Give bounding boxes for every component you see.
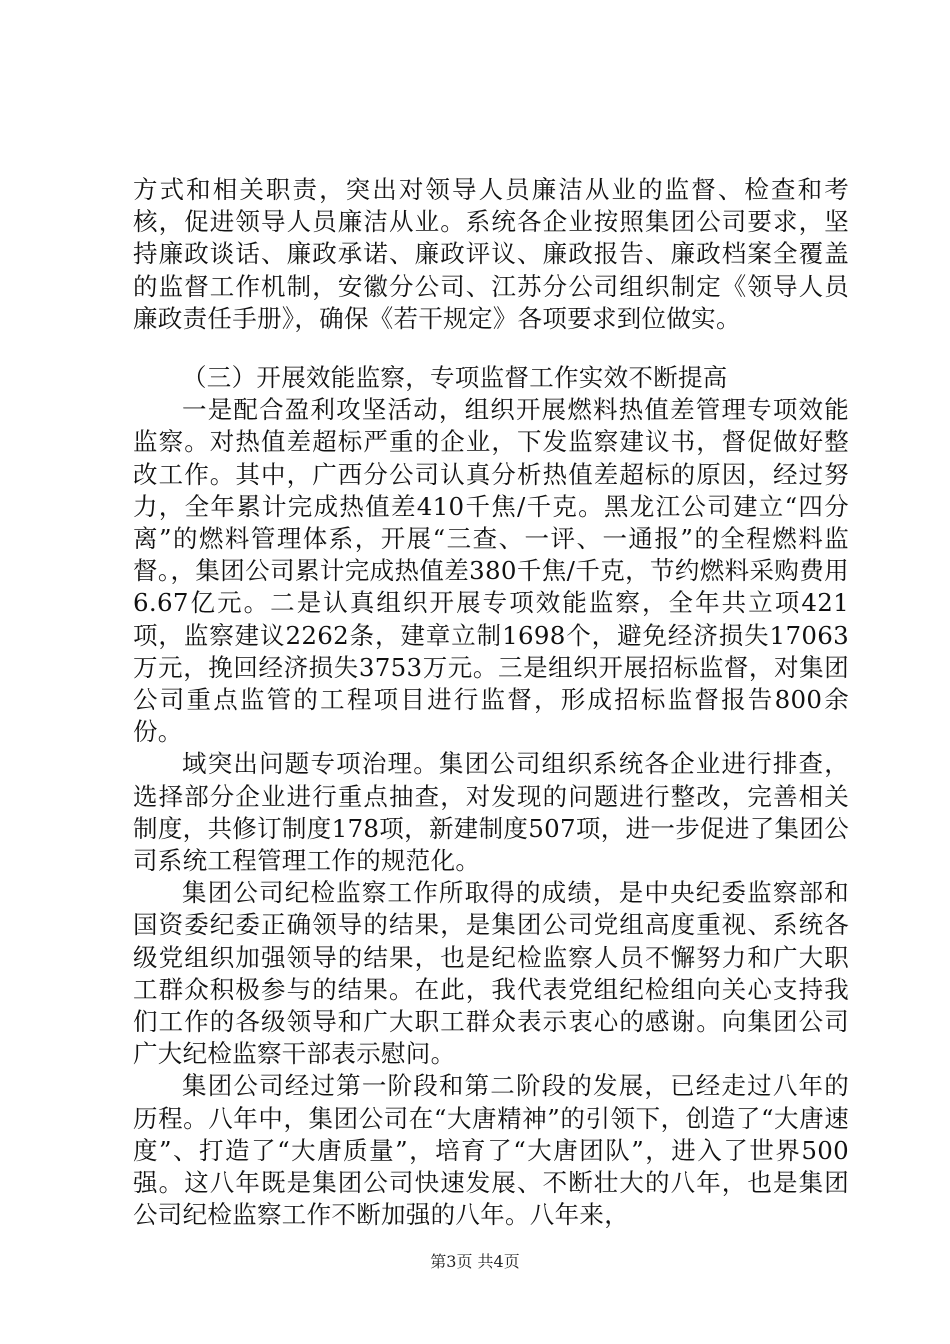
paragraph-eight-years: 集团公司经过第一阶段和第二阶段的发展，已经走过八年的历程。八年中，集团公司在“大唐精神”的引领下，创造了“大唐速度”、打造了“大唐质量”，培育了“大唐团队”，进入了世界500强。这八年既是集团公司快速发展、不断壮大的八年，也是集团公司纪检监察工作不断加强的八年。八年来， (133, 1071, 849, 1230)
document-body (133, 174, 849, 1232)
paragraph-continuation: 方式和相关职责，突出对领导人员廉洁从业的监督、检查和考核，促进领导人员廉洁从业。系统各企业按照集团公司要求，坚持廉政谈话、廉政承诺、廉政评议、廉政报告、廉政档案全覆盖的监督工作机制，安徽分公司、江苏分公司组织制定《领导人员廉政责任手册》，确保《若干规定》各项要求到位做实。 (133, 175, 849, 333)
paragraph-acknowledgement: 集团公司纪检监察工作所取得的成绩，是中央纪委监察部和国资委纪委正确领导的结果，是集团公司党组高度重视、系统各级党组织加强领导的结果，也是纪检监察人员不懈努力和广大职工群众积极参与的结果。在此，我代表党组纪检组向关心支持我们工作的各级领导和广大职工群众表示衷心的感谢。向集团公司广大纪检监察干部表示慰问。 (133, 878, 849, 1069)
page-footer: 第3页 共4页 (430, 1252, 520, 1271)
section-heading: （三）开展效能监察，专项监督工作实效不断提高 (182, 363, 728, 393)
paragraph-efficiency-supervision: 一是配合盈利攻坚活动，组织开展燃料热值差管理专项效能监察。对热值差超标严重的企业，下发监察建议书，督促做好整改工作。其中，广西分公司认真分析热值差超标的原因，经过努力，全年累计完成热值差410千焦/千克。黑龙江公司建立“四分离”的燃料管理体系，开展“三查、一评、一通报”的全程燃料监督。，集团公司累计完成热值差380千焦/千克，节约燃料采购费用6.67亿元。二是认真组织开展专项效能监察，全年共立项421项，监察建议2262条，建章立制1698个，避免经济损失17063万元，挽回经济损失3753万元。三是组织开展招标监督，对集团公司重点监管的工程项目进行监督，形成招标监督报告800余份。 (133, 395, 849, 747)
paragraph-special-governance: 域突出问题专项治理。集团公司组织系统各企业进行排查，选择部分企业进行重点抽查，对发现的问题进行整改，完善相关制度，共修订制度178项，新建制度507项，进一步促进了集团公司系统工程管理工作的规范化。 (133, 749, 849, 876)
